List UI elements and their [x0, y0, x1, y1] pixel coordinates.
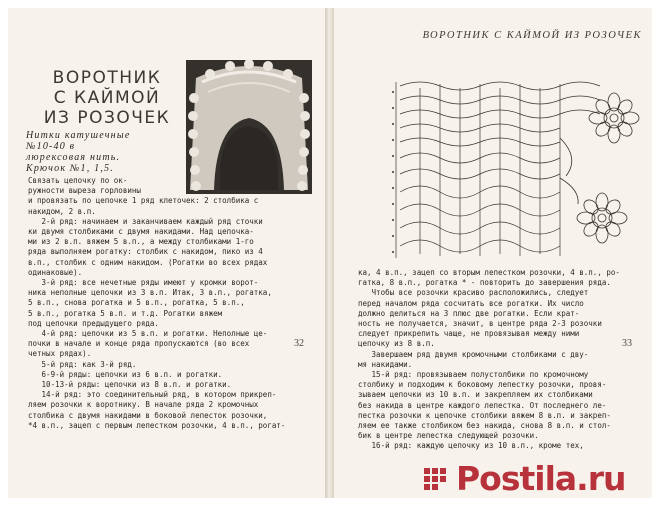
left-page — [8, 8, 326, 498]
materials-line: люрексовая нить. — [26, 152, 121, 163]
body-paragraph: 6-9-й ряды: цепочки из 6 в.п. и рогатки. — [28, 369, 223, 379]
body-paragraph: 3-й ряд: все нечетные ряды имеют у кромки ворот- ника неполные цепочки из 3 в.п. Итак, 3 в.п., рогатка, 5 в.п., снова рогатка и 5 в.п., рогатка, 5 в.п., 5 в.п., рогатка 5 в.п. и т.д. Рогатки вяжем под цепочки предыдущего ряда. — [28, 278, 272, 328]
title-line: ВОРОТНИК — [52, 68, 162, 88]
crochet-diagram — [390, 78, 640, 264]
postila-logo-icon — [422, 466, 452, 496]
materials-list — [26, 130, 186, 174]
body-paragraph: 14-й ряд: это соединительный ряд, в котором прикреп- ляем розочки к воротнику. В начале ряда 2 кромочных столбика с двумя накидами в боковой лепесток розочки, *4 в.п., зацеп с первым лепестком розочки, 4 в.п., рогат- — [28, 390, 286, 430]
collar-photo-image — [186, 60, 312, 194]
right-body-text — [358, 268, 648, 452]
running-header: ВОРОТНИК С КАЙМОЙ ИЗ РОЗОЧЕК — [422, 30, 642, 41]
postila-watermark — [422, 459, 660, 498]
book-gutter — [326, 8, 334, 498]
crochet-chart-image — [390, 78, 640, 264]
page-number: 32 — [294, 338, 304, 349]
title-line: ИЗ РОЗОЧЕК — [43, 108, 171, 128]
left-body-text — [28, 176, 314, 431]
page-number: 33 — [622, 338, 632, 349]
body-paragraph: 15-й ряд: провязываем полустолбики по кромочному столбику и подходим к боковому лепестку розочки, провя- зываем цепочки из 10 в.п. и закрепляем их столбиками без накида в центре каждого лепестка. От последнего ле- пестка розочки к цепочке столбики вяжем 8 в.п. и закреп- ляем ее также столбиком без накида, снова 8 в.п. и стол- бик в центре лепестка следующей розочки. — [358, 370, 611, 441]
watermark-text: Postila.ru — [456, 459, 626, 498]
materials-line: Крючок №1, 1,5. — [26, 163, 114, 174]
pattern-title — [32, 68, 182, 128]
body-paragraph: 2-й ряд: начинаем и заканчиваем каждый ряд сточки ки двумя столбиками с двумя накидами. Над цепочка- ми из 2 в.п. вяжем 5 в.п., а между столбиками 1-го ряда выполняем рогатку: столбик с накидом, пико из 4 в.п., столбик с одним накидом. (Рогатки во всех рядах одинаковые). — [28, 216, 268, 277]
body-paragraph: Чтобы все розочки красиво расположились, следует перед началом ряда сосчитать все рогатки. Их число должно делиться на 3 плюс две рогатки. Если крат- ность не получается, значит, в центре ряда 2-3 розочки следует прикрепить чаще, не провязывая между ними цепочку из 8 в.п. — [358, 288, 602, 349]
body-paragraph: 10-13-й ряды: цепочки из 8 в.п. и рогатки. — [28, 380, 232, 390]
body-paragraph: Связать цепочку по ок- ружности выреза горловины и провязать по цепочке 1 ряд клеточек: 2 столбика с накидом, 2 в.п. — [28, 176, 259, 216]
body-paragraph: 5-й ряд: как 3-й ряд. — [28, 359, 137, 369]
body-paragraph: 4-й ряд: цепочки из 5 в.п. и рогатки. Неполные це- почки в начале и конце ряда пропускаются (во всех четных рядах). — [28, 329, 268, 359]
book-spread — [8, 8, 652, 498]
materials-line: Нитки катушечные — [26, 130, 131, 141]
materials-line: №10-40 в — [26, 141, 76, 152]
title-line: С КАЙМОЙ — [53, 88, 161, 108]
collar-photo — [186, 60, 312, 194]
right-page — [334, 8, 652, 498]
body-paragraph: Завершаем ряд двумя кромочными столбиками с дву- мя накидами. — [358, 349, 589, 369]
body-paragraph: ка, 4 в.п., зацеп со вторым лепестком розочки, 4 в.п., ро- гатка, 8 в.п., рогатка * - повторить до завершения ряда. — [358, 268, 620, 288]
body-paragraph: 16-й ряд: каждую цепочку из 10 в.п., кроме тех, — [358, 441, 584, 451]
